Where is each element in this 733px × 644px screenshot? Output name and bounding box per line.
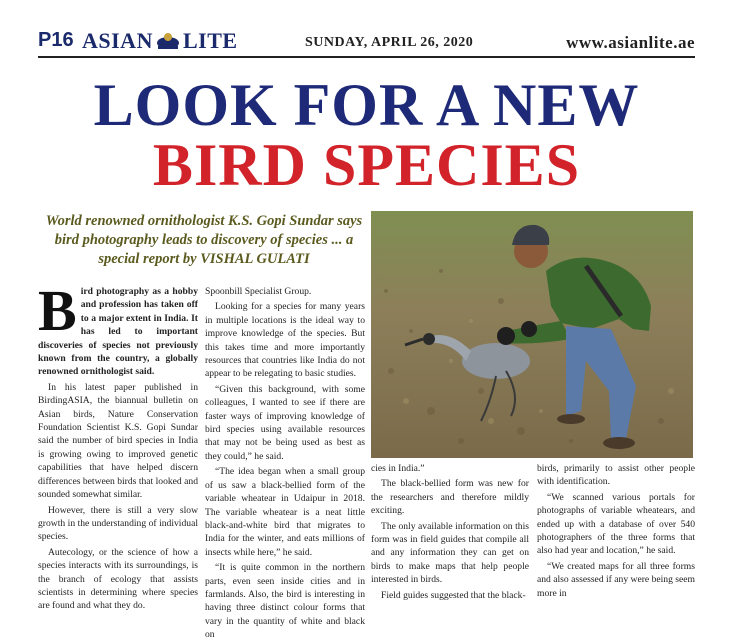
- article-paragraph: Looking for a species for many years in multiple locations is the ideal way to improve knowledge of the species. But this takes time and more importantly resources that countries like India do not appear to be relegating to basic studies.: [205, 301, 365, 380]
- logo-text-right: LITE: [182, 28, 238, 53]
- article-paragraph: “It is quite common in the northern parts, even seen inside cities and in farmlands. Also, the bird is interesting in having three distinct colour forms that vary in the quantity of white and black on: [205, 562, 365, 641]
- standfirst: World renowned ornithologist K.S. Gopi Sundar says bird photography leads to discovery of species ... a special report by VISHAL GULATI: [45, 213, 363, 267]
- article-paragraph: “The idea began when a small group of us saw a black-bellied form of the variable wheatear in Udaipur in 2018. The variable wheatear is a neat little black-and-white bird that migrates to India for the winter, and eats millions of insects while here,” he said.: [205, 466, 365, 558]
- logo-emblem-icon: [155, 31, 181, 51]
- article-column-1: [38, 278, 198, 615]
- article-paragraph: The black-bellied form was new for the researchers and therefore mildly exciting.: [371, 478, 529, 517]
- article-paragraph: birds, primarily to assist other people with identification.: [537, 463, 695, 488]
- photo-ornithologist-holding-crane: [371, 211, 693, 458]
- article-photo: [371, 211, 693, 458]
- article-lead-paragraph: [38, 278, 198, 379]
- article-paragraph: Spoonbill Specialist Group.: [205, 286, 312, 297]
- headline-line-2: BIRD SPECIES: [152, 132, 581, 198]
- article-paragraph: Field guides suggested that the black-: [381, 589, 526, 601]
- article-paragraph: In his latest paper published in BirdingASIA, the biannual bulletin on Asian birds, Nature Conservation Foundation Scientist K.S. Gopi Sundar said the number of bird species in India is growing owing to improved genetic capabilities that have helped discern differences between birds that looked and sounded somewhat similar.: [38, 381, 198, 501]
- issue-date: SUNDAY, APRIL 26, 2020: [305, 35, 474, 50]
- article-paragraph: “We scanned various portals for photographs of variable wheatears, and ended up with a database of over 540 photographers of the three forms that also had year and location,” he said.: [537, 491, 695, 557]
- article-paragraph: Autecology, or the science of how a species interacts with its surroundings, is the branch of ecology that assists scientists in determining where species are found and what they do.: [38, 546, 198, 612]
- article-column-2: [205, 285, 365, 644]
- article-paragraph: The only available information on this form was in field guides that compile all and any information they can get on birds to make maps that help people interested in birds.: [371, 520, 529, 586]
- publication-logo: [82, 28, 238, 54]
- article-paragraph: “We created maps for all three forms and also assessed if any were being seem more in: [537, 560, 695, 599]
- website-link[interactable]: www.asianlite.ae: [566, 33, 695, 52]
- article-lead-text: ird photography as a hobby and profession has taken off to a major extent in India. It has led to important discoveries of species not previously known from the country, a globally renowned ornithologist said.: [38, 286, 198, 378]
- masthead: [0, 0, 733, 56]
- headline-line-1: LOOK FOR A NEW: [93, 72, 640, 138]
- article-paragraph: cies in India.”: [371, 463, 425, 474]
- logo-text-left: ASIAN: [82, 28, 153, 53]
- header-divider: [38, 56, 695, 58]
- article-column-4: [537, 462, 695, 602]
- article-paragraph: “Given this background, with some colleagues, I wanted to see if there are faster ways of improving knowledge of bird species using available resources that may not be being used as best as they could,” he said.: [205, 383, 365, 462]
- article-paragraph: However, there is still a very slow growth in the understanding of individual species.: [38, 504, 198, 543]
- drop-cap: B: [38, 278, 77, 343]
- article-column-3: [371, 462, 529, 604]
- page-number: P16: [38, 29, 74, 51]
